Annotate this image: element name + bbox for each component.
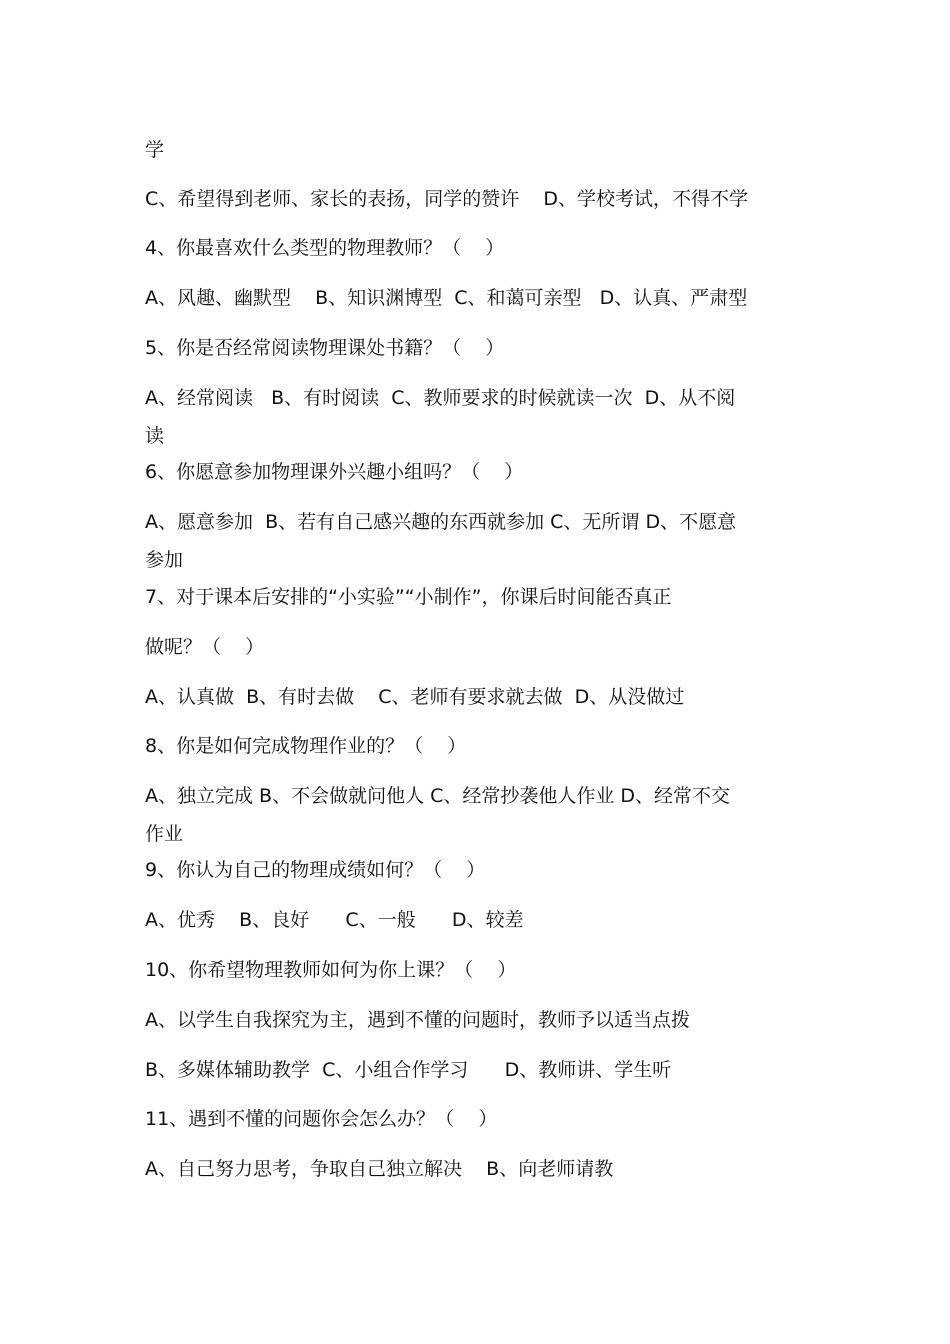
question-11: 11、遇到不懂的问题你会怎么办？（ ） [145, 1108, 498, 1130]
question-6-options: A、愿意参加 B、若有自己感兴趣的东西就参加 C、无所谓 D、不愿意 [145, 511, 737, 533]
question-7-wrap: 做呢？（ ） [145, 636, 265, 658]
question-8-options-wrap: 作业 [145, 823, 184, 845]
question-10-options-1: A、以学生自我探究为主，遇到不懂的问题时，教师予以适当点拨 [145, 1009, 690, 1031]
question-10-options-2: B、多媒体辅助教学 C、小组合作学习 D、教师讲、学生听 [145, 1059, 672, 1081]
question-6: 6、你愿意参加物理课外兴趣小组吗？（ ） [145, 461, 524, 483]
question-9-options: A、优秀 B、良好 C、一般 D、较差 [145, 909, 524, 931]
question-8-options: A、独立完成 B、不会做就问他人 C、经常抄袭他人作业 D、经常不交 [145, 785, 731, 807]
question-4: 4、你最喜欢什么类型的物理教师？（ ） [145, 237, 505, 259]
question-5-options: A、经常阅读 B、有时阅读 C、教师要求的时候就读一次 D、从不阅 [145, 387, 736, 409]
question-7-options: A、认真做 B、有时去做 C、老师有要求就去做 D、从没做过 [145, 686, 685, 708]
option-line: C、希望得到老师、家长的表扬，同学的赞许 D、学校考试，不得不学 [145, 188, 749, 210]
question-11-options: A、自己努力思考，争取自己独立解决 B、向老师请教 [145, 1158, 614, 1180]
question-10: 10、你希望物理教师如何为你上课？（ ） [145, 959, 517, 981]
question-5: 5、你是否经常阅读物理课处书籍？（ ） [145, 337, 505, 359]
question-4-options: A、风趣、幽默型 B、知识渊博型 C、和蔼可亲型 D、认真、严肃型 [145, 287, 748, 309]
continuation-line: 学 [145, 139, 165, 161]
question-8: 8、你是如何完成物理作业的？（ ） [145, 735, 467, 757]
question-9: 9、你认为自己的物理成绩如何？（ ） [145, 859, 486, 881]
question-6-options-wrap: 参加 [145, 549, 184, 571]
question-7: 7、对于课本后安排的“小实验”“小制作”，你课后时间能否真正 [145, 586, 672, 608]
question-5-options-wrap: 读 [145, 425, 165, 447]
